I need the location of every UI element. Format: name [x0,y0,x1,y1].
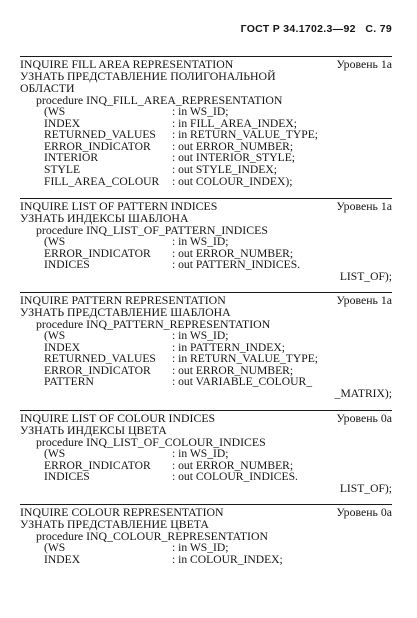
param-name: (WS [44,105,66,118]
function-title-ru: УЗНАТЬ ИНДЕКСЫ ШАБЛОНА [20,211,189,225]
param-name: INDEX [44,340,81,354]
param-type: : out COLOUR_INDICES. [172,470,298,484]
procedure-block [20,56,392,187]
procedure-block [20,292,392,400]
param-type: : out ERROR_NUMBER; [172,139,294,153]
param-type: : out VARIABLE_COLOUR_ [172,375,312,389]
level-label: Уровень 0а [336,411,392,425]
function-title-ru: УЗНАТЬ ПРЕДСТАВЛЕНИЕ ШАБЛОНА [20,305,231,319]
param-name: INDEX [44,116,81,130]
param-type: : out ERROR_NUMBER; [172,363,294,377]
param-row [20,330,392,342]
procedure-block [20,410,392,494]
param-name: RETURNED_VALUES [44,352,156,366]
procedure-signature: procedure INQ_COLOUR_REPRESENTATION [36,529,269,543]
param-name: (WS [44,329,66,342]
param-name: INDICES [44,258,90,272]
param-name: ERROR_INDICATOR [44,246,151,260]
param-type-continuation: LIST_OF); [339,481,392,495]
param-name: INDICES [44,470,90,484]
level-label: Уровень 1а [336,199,392,213]
param-type: : in WS_ID; [172,541,229,554]
procedure-signature: procedure INQ_LIST_OF_COLOUR_INDICES [36,435,266,449]
param-name: INTERIOR [44,151,99,165]
param-name: STYLE [44,162,81,176]
param-type: : out PATTERN_INDICES. [172,258,301,272]
param-type: : in WS_ID; [172,105,229,118]
param-type: : out ERROR_NUMBER; [172,246,294,260]
param-type-continuation: _MATRIX); [334,386,392,400]
param-name: (WS [44,235,66,248]
param-type-continuation: LIST_OF); [339,269,392,283]
param-row [20,164,392,176]
function-title: INQUIRE PATTERN REPRESENTATION Уровень 1а [20,293,392,307]
param-row [20,542,392,554]
function-title-ru: УЗНАТЬ ИНДЕКСЫ ЦВЕТА [20,423,167,437]
param-type: : out STYLE_INDEX; [172,162,277,176]
param-name: ERROR_INDICATOR [44,139,151,153]
param-row [20,236,392,248]
function-title: INQUIRE COLOUR REPRESENTATION Уровень 0а [20,505,392,519]
procedure-block [20,504,392,565]
param-name: ERROR_INDICATOR [44,458,151,472]
param-row [20,106,392,118]
procedure-signature: procedure INQ_FILL_AREA_REPRESENTATION [36,93,283,107]
param-row [20,176,392,188]
param-type: : in WS_ID; [172,447,229,460]
param-type: : in RETURN_VALUE_TYPE; [172,352,318,366]
function-title: INQUIRE FILL AREA REPRESENTATION Уровень 1а [20,57,392,71]
param-type: : in WS_ID; [172,235,229,248]
param-name: (WS [44,541,66,554]
param-name: PATTERN [44,375,94,389]
param-type: : in COLOUR_INDEX; [172,552,283,566]
param-row [20,259,392,271]
procedure-signature: procedure INQ_LIST_OF_PATTERN_INDICES [36,223,268,237]
function-title-ru: УЗНАТЬ ПРЕДСТАВЛЕНИЕ ПОЛИГОНАЛЬНОЙ [20,69,276,83]
param-type: : out ERROR_NUMBER; [172,458,294,472]
function-title-ru: УЗНАТЬ ПРЕДСТАВЛЕНИЕ ЦВЕТА [20,517,209,531]
param-name: INDEX [44,552,81,566]
function-title: INQUIRE LIST OF COLOUR INDICES Уровень 0а [20,411,392,425]
param-name: RETURNED_VALUES [44,128,156,142]
param-type: : out INTERIOR_STYLE; [172,151,296,165]
param-name: (WS [44,447,66,460]
param-row [20,471,392,483]
param-name: FILL_AREA_COLOUR [44,174,160,188]
param-type: : in FILL_AREA_INDEX; [172,116,297,130]
level-label: Уровень 0а [336,505,392,519]
level-label: Уровень 1а [336,293,392,307]
function-title: INQUIRE LIST OF PATTERN INDICES Уровень 1а [20,199,392,213]
procedure-block [20,198,392,282]
procedure-signature: procedure INQ_PATTERN_REPRESENTATION [36,317,271,331]
param-type: : out COLOUR_INDEX); [172,174,293,188]
page-header: ГОСТ Р 34.1702.3—92 С. 79 [240,23,392,35]
param-type: : in PATTERN_INDEX; [172,340,285,354]
level-label: Уровень 1а [336,57,392,71]
function-title-ru: ОБЛАСТИ [20,81,75,95]
param-type: : in WS_ID; [172,329,229,342]
param-row [20,448,392,460]
param-name: ERROR_INDICATOR [44,363,151,377]
param-type: : in RETURN_VALUE_TYPE; [172,128,318,142]
param-row [20,554,392,566]
